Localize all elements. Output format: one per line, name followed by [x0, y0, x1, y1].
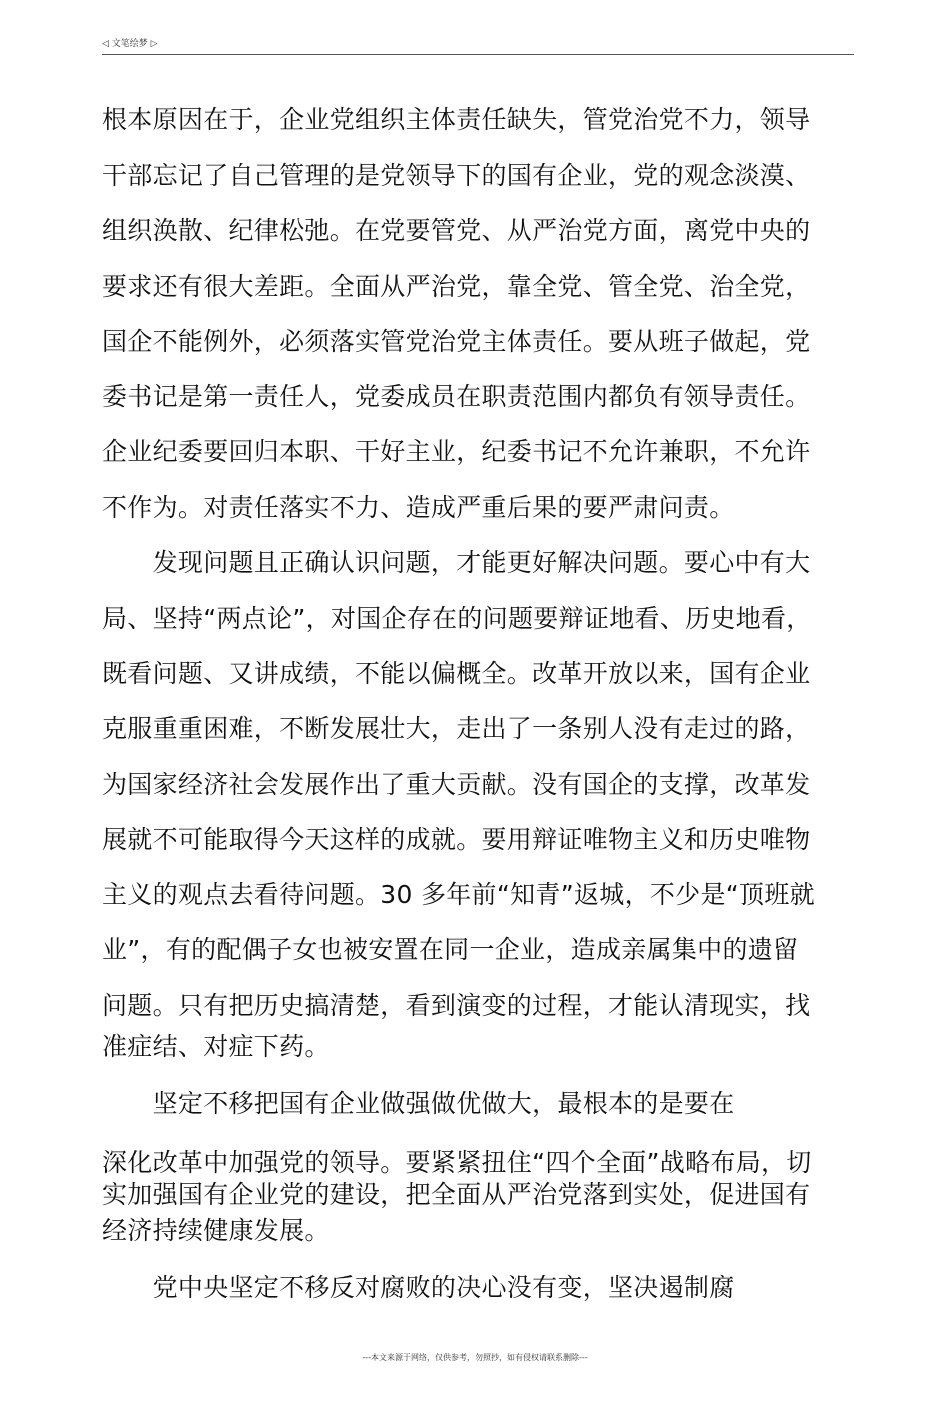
- text-line: 业”，有的配偶子女也被安置在同一企业，造成亲属集中的遗留: [102, 935, 799, 964]
- header-text: ◁ 文笔绘梦 ▷: [102, 39, 158, 49]
- text-line: 不作为。对责任落实不力、造成严重后果的要严肃问责。: [102, 493, 735, 522]
- text-line: 国企不能例外，必须落实管党治党主体责任。要从班子做起，党: [102, 327, 811, 356]
- page-footer: ---本文来源于网络，仅供参考，勿照抄，如有侵权请联系删除---: [362, 1353, 588, 1362]
- text-line: 展就不可能取得今天这样的成就。要用辩证唯物主义和历史唯物: [102, 825, 811, 854]
- text-line: 准症结、对症下药。: [102, 1032, 330, 1061]
- text-line: 组织涣散、纪律松弛。在党要管党、从严治党方面，离党中央的: [102, 216, 811, 245]
- page-header: [102, 38, 854, 55]
- text-line: 为国家经济社会发展作出了重大贡献。没有国企的支撑，改革发: [102, 770, 811, 799]
- text-line: 局、坚持“两点论”，对国企存在的问题要辩证地看、历史地看，: [102, 604, 812, 633]
- text-line: 问题。只有把历史搞清楚，看到演变的过程，才能认清现实，找: [102, 991, 811, 1020]
- text-line: 党中央坚定不移反对腐败的决心没有变，坚决遏制腐: [102, 1273, 735, 1302]
- text-line: 既看问题、又讲成绩，不能以偏概全。改革开放以来，国有企业: [102, 659, 811, 688]
- text-line: 克服重重困难，不断发展壮大，走出了一条别人没有走过的路，: [102, 714, 811, 743]
- text-line: 经济持续健康发展。: [102, 1216, 330, 1245]
- text-line: 委书记是第一责任人，党委成员在职责范围内都负有领导责任。: [102, 382, 811, 411]
- text-line: 根本原因在于，企业党组织主体责任缺失，管党治党不力，领导: [102, 105, 811, 134]
- text-line: 发现问题且正确认识问题，才能更好解决问题。要心中有大: [102, 548, 811, 577]
- text-line: 企业纪委要回归本职、干好主业，纪委书记不允许兼职，不允许: [102, 437, 811, 466]
- text-line: 坚定不移把国有企业做强做优做大，最根本的是要在: [102, 1089, 735, 1118]
- text-line: 要求还有很大差距。全面从严治党，靠全党、管全党、治全党，: [102, 272, 811, 301]
- text-line: 深化改革中加强党的领导。要紧紧扭住“四个全面”战略布局，切: [102, 1148, 812, 1177]
- text-line: 主义的观点去看待问题。30 多年前“知青”返城，不少是“顶班就: [102, 880, 815, 909]
- text-line: 实加强国有企业党的建设，把全面从严治党落到实处，促进国有: [102, 1180, 811, 1209]
- text-line: 干部忘记了自己管理的是党领导下的国有企业，党的观念淡漠、: [102, 161, 811, 190]
